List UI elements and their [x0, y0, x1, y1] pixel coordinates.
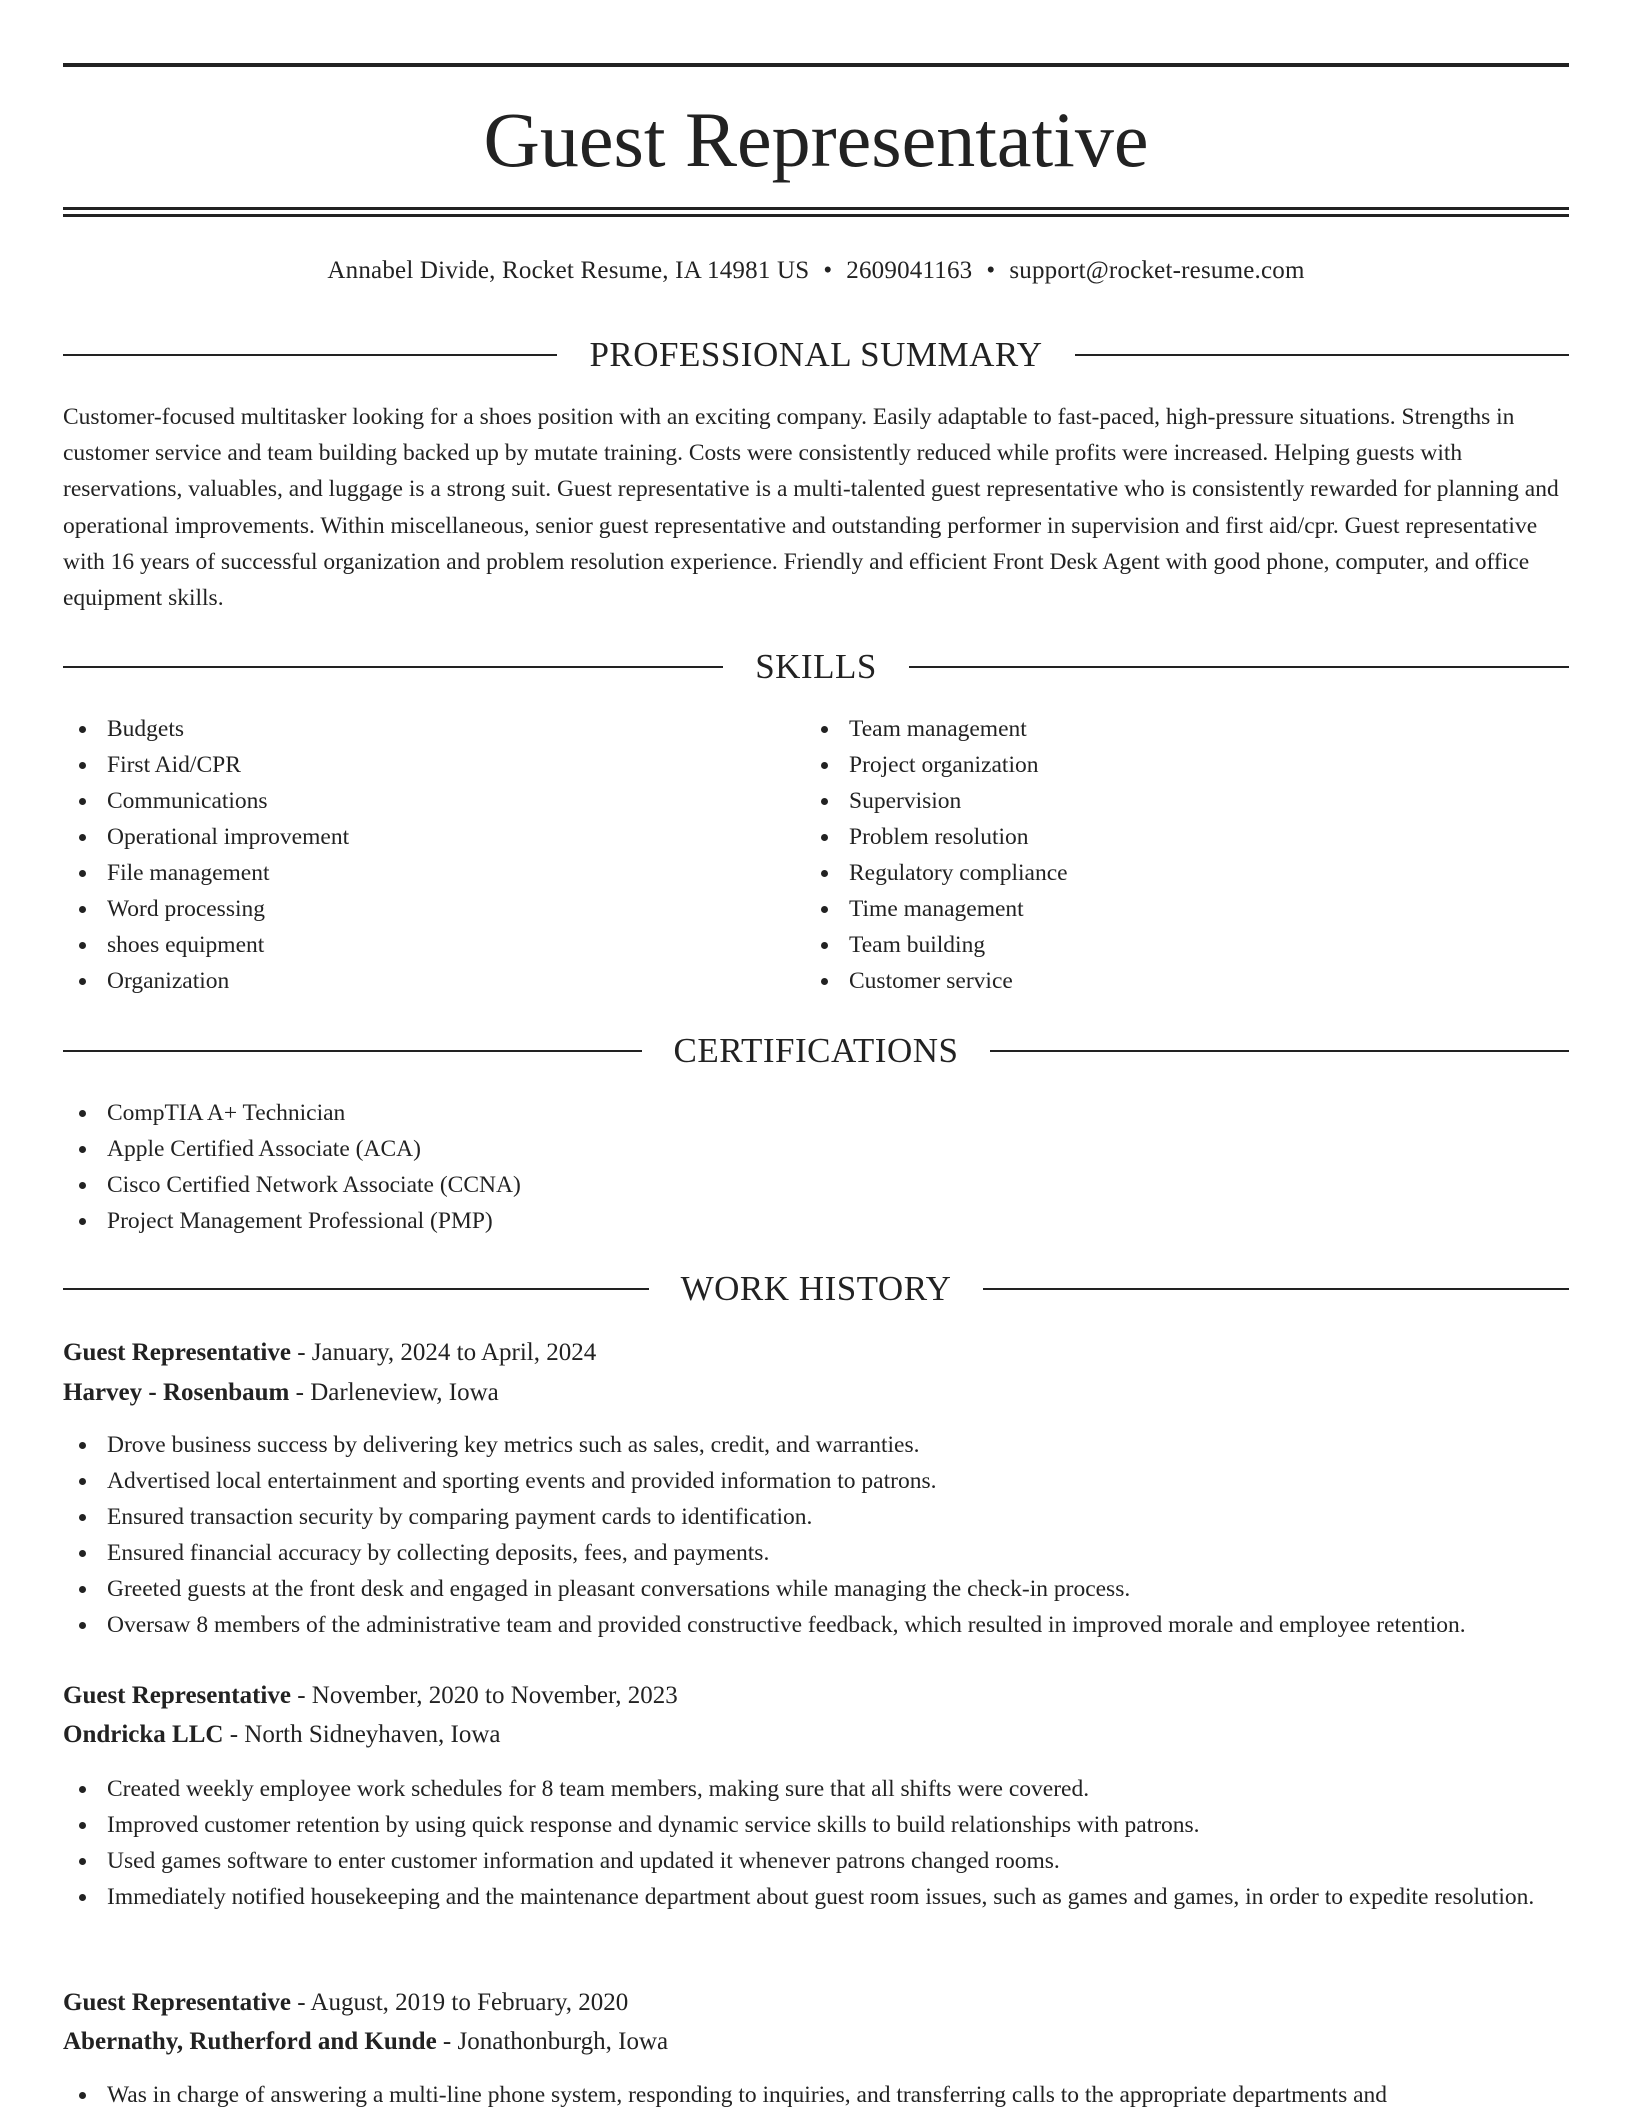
job-company-line — [63, 2023, 1569, 2061]
job-title-line — [63, 1677, 1569, 1715]
job-bullet: Was in charge of answering a multi-line phone system, responding to inquiries, and transferring calls to the appropriate departments and — [63, 2077, 1569, 2113]
section-header-summary — [63, 333, 1569, 377]
job-bullet: Improved customer retention by using quick response and dynamic service skills to build relationships with patrons. — [63, 1807, 1569, 1843]
contact-phone: 2609041163 — [846, 257, 973, 284]
skill-item: Team management — [805, 711, 1505, 747]
job-location: - Darleneview, Iowa — [289, 1379, 499, 1406]
section-title-summary: PROFESSIONAL SUMMARY — [589, 335, 1043, 374]
section-rule — [63, 1050, 642, 1052]
section-header-work-history — [63, 1267, 1569, 1311]
skill-item: Communications — [63, 783, 743, 819]
section-rule — [990, 1050, 1569, 1052]
skill-item: File management — [63, 855, 743, 891]
skill-item: Project organization — [805, 747, 1505, 783]
job-title: Guest Representative — [63, 1989, 291, 2016]
job-bullet: Ensured transaction security by comparing payment cards to identification. — [63, 1499, 1569, 1535]
job-company: Ondricka LLC — [63, 1721, 224, 1748]
skill-item: Operational improvement — [63, 819, 743, 855]
job-bullet: Oversaw 8 members of the administrative team and provided constructive feedback, which resulted in improved morale and employee retention. — [63, 1607, 1569, 1643]
job-location: - Jonathonburgh, Iowa — [436, 2028, 669, 2055]
job-bullets — [63, 1771, 1569, 1915]
job-title-line — [63, 1984, 1569, 2022]
skill-item: Team building — [805, 927, 1505, 963]
job-title: Guest Representative — [63, 1339, 291, 1366]
certification-item: Cisco Certified Network Associate (CCNA) — [63, 1167, 1463, 1203]
job-title: Guest Representative — [63, 1682, 291, 1709]
certifications-list — [63, 1095, 1463, 1239]
skill-item: Regulatory compliance — [805, 855, 1505, 891]
section-title-skills: SKILLS — [755, 647, 877, 686]
section-rule — [63, 666, 723, 668]
skill-item: Problem resolution — [805, 819, 1505, 855]
job-dates: - August, 2019 to February, 2020 — [290, 1989, 629, 2016]
job-bullet: Greeted guests at the front desk and engaged in pleasant conversations while managing the check-in process. — [63, 1571, 1569, 1607]
job-title-line — [63, 1334, 1569, 1372]
certification-item: CompTIA A+ Technician — [63, 1095, 1463, 1131]
section-rule — [909, 666, 1569, 668]
contact-address: Annabel Divide, Rocket Resume, IA 14981 US — [327, 257, 810, 284]
section-title-work-history: WORK HISTORY — [680, 1269, 952, 1308]
job-bullet: Used games software to enter customer information and updated it whenever patrons changed rooms. — [63, 1843, 1569, 1879]
job-bullets — [63, 2077, 1569, 2113]
certification-item: Apple Certified Associate (ACA) — [63, 1131, 1463, 1167]
section-rule — [1075, 354, 1569, 356]
skill-item: Time management — [805, 891, 1505, 927]
skill-item: Supervision — [805, 783, 1505, 819]
job-company-line — [63, 1374, 1569, 1412]
summary-text: Customer-focused multitasker looking for a shoes position with an exciting company. Easily adaptable to fast-paced, high-pressure situations. Strengths in customer service and team building backed up by mutate training. Costs were consistently reduced while profits were increased. Helping guests with reservations, valuables, and luggage is a strong suit. Guest representative is a multi-talented guest representative who is consistently rewarded for planning and operational improvements. Within miscellaneous, senior guest representative and outstanding performer in supervision and first aid/cpr. Guest representative with 16 years of successful organization and problem resolution experience. Friendly and efficient Front Desk Agent with good phone, computer, and office equipment skills. — [63, 404, 1559, 612]
skill-item: Customer service — [805, 963, 1505, 999]
job-bullets — [63, 1427, 1569, 1643]
skill-item: Word processing — [63, 891, 743, 927]
contact-line — [63, 254, 1569, 288]
section-rule — [983, 1288, 1569, 1290]
job-bullet: Advertised local entertainment and sporting events and provided information to patrons. — [63, 1463, 1569, 1499]
skill-item: Organization — [63, 963, 743, 999]
section-header-skills — [63, 645, 1569, 689]
job-bullet: Ensured financial accuracy by collecting deposits, fees, and payments. — [63, 1535, 1569, 1571]
job-dates: - November, 2020 to November, 2023 — [290, 1682, 678, 1709]
section-rule — [63, 1288, 649, 1290]
job-bullet: Created weekly employee work schedules for 8 team members, making sure that all shifts were covered. — [63, 1771, 1569, 1807]
job-location: - North Sidneyhaven, Iowa — [223, 1721, 501, 1748]
job-dates: - January, 2024 to April, 2024 — [290, 1339, 597, 1366]
top-rule — [63, 63, 1569, 67]
job-bullet: Immediately notified housekeeping and the maintenance department about guest room issues, such as games and games, in order to expedite resolution. — [63, 1879, 1569, 1915]
contact-separator: • — [823, 257, 833, 284]
job-bullet: Drove business success by delivering key metrics such as sales, credit, and warranties. — [63, 1427, 1569, 1463]
skill-item: shoes equipment — [63, 927, 743, 963]
title-double-rule — [63, 207, 1569, 217]
skill-item: Budgets — [63, 711, 743, 747]
section-header-certifications — [63, 1029, 1569, 1073]
skills-list-left — [63, 711, 743, 999]
contact-separator: • — [986, 257, 996, 284]
job-company: Harvey - Rosenbaum — [63, 1379, 290, 1406]
skill-item: First Aid/CPR — [63, 747, 743, 783]
skills-list-right — [805, 711, 1505, 999]
job-company-line — [63, 1716, 1569, 1754]
contact-email: support@rocket-resume.com — [1009, 257, 1305, 284]
job-company: Abernathy, Rutherford and Kunde — [63, 2028, 437, 2055]
resume-title: Guest Representative — [483, 96, 1149, 183]
section-rule — [63, 354, 557, 356]
certification-item: Project Management Professional (PMP) — [63, 1203, 1463, 1239]
section-title-certifications: CERTIFICATIONS — [673, 1031, 959, 1070]
